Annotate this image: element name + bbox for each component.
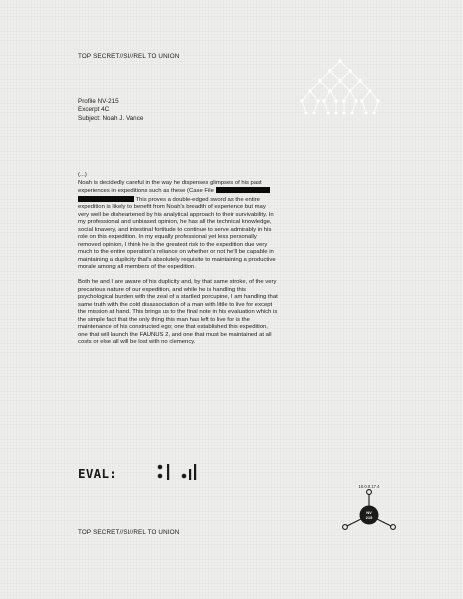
paragraph-1-lead: Noah is decidedly careful in the way he dispenses glimpses of his past experiences in expeditions such as these (Case File — [78, 179, 262, 194]
redaction-bar — [216, 187, 270, 193]
profile-id: Profile NV-215 — [78, 98, 119, 105]
classification-header: TOP SECRET//SI//REL TO UNION — [78, 53, 180, 60]
eval-braille-marks — [150, 460, 210, 486]
stamp-code: 10.0.0.17.4 — [358, 484, 380, 489]
paragraph-2: Both he and I are aware of his duplicity and, by that same stroke, of the very precarious nature of our expedition, and while he is handling this psychological burden with the zeal of a startled porcupine, I am handling that same truth with the cold disassociation of a man with little to live for except the mission at hand. This brings us to the final note in his evaluation which is the simple fact that the only thing this man has left to live for is the maintenance of his constructed ego; one that established this expedition, one that will launch the FAUNUS 2, and one that must be maintained at all costs or else all will be lost with no clemency. — [78, 279, 278, 345]
eval-label: EVAL: — [78, 466, 118, 481]
stamp-center-line2: 215 — [365, 515, 373, 520]
profile-block — [78, 98, 143, 123]
paragraph-1-rest: This proves a double-edged sword as the entire expedition is likely to benefit from Noah's breadth of experience but may very well be disheartened by his analytical approach to their survivability. In my professional and unbiased opinion, he has all the technical knowledge, social knavery, and intestinal fortitude to continue to serve admirably in his role on this expedition. In my equally professional yet less personally removed opinion, I think he is the greatest risk to the expedition due very much to the entire operation's reliance on whether or not he'll be capable in maintaining a duplicity that's absolutely requisite to maintaining a productive morale among all members of the expedition. — [78, 196, 276, 270]
classification-footer: TOP SECRET//SI//REL TO UNION — [78, 529, 180, 536]
ellipsis: (...) — [78, 172, 87, 178]
profile-subject: Subject: Noah J. Vance — [78, 114, 144, 122]
pyramid-network-logo — [297, 57, 383, 119]
stamp-center-line1: NV — [366, 510, 372, 515]
profile-excerpt: Excerpt 4C — [78, 106, 110, 114]
evaluation-body — [78, 172, 278, 354]
paragraph-1 — [78, 172, 278, 272]
redaction-bar — [78, 196, 134, 202]
node-stamp-icon — [336, 482, 402, 538]
